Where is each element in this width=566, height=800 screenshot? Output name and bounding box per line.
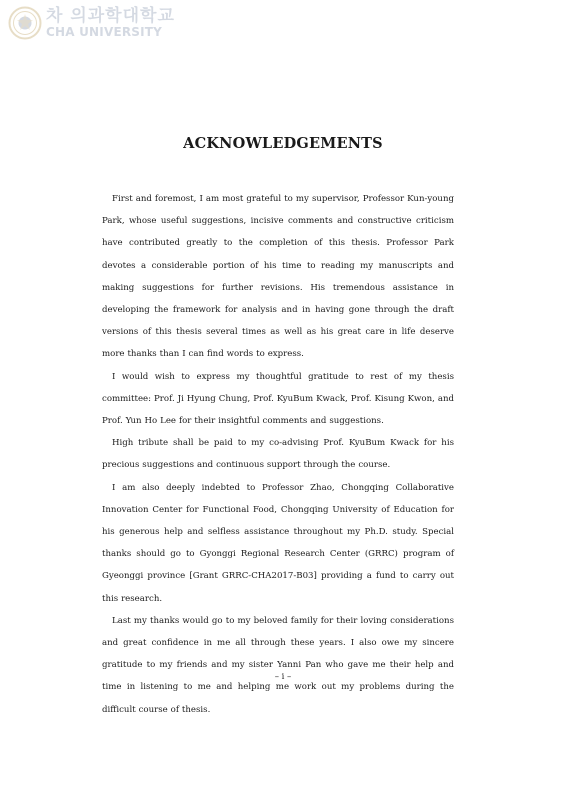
paragraph: First and foremost, I am most grateful to my supervisor, Professor Kun-young Park, whose useful suggestions, incisive comments and constructive criticism have contributed greatly to the completion of this thesis. Professor Park devotes a considerable portion of his time to reading my manuscripts and making suggestions for further revisions. His tremendous assistance in developing the framework for analysis and in having gone through the draft versions of this thesis several times as well as his great care in life deserve more thanks than I can find words to express. xyxy=(102,194,454,360)
watermark-english-name: CHA UNIVERSITY xyxy=(46,25,163,39)
watermark-korean-name: 차 의과학대학교 xyxy=(46,6,175,26)
university-seal-icon xyxy=(8,6,42,40)
university-watermark xyxy=(8,6,175,40)
paragraph: High tribute shall be paid to my co-advising Prof. KyuBum Kwack for his precious suggestions and continuous support through the course. xyxy=(102,438,454,471)
paragraph: I am also deeply indebted to Professor Zhao, Chongqing Collaborative Innovation Center for Functional Food, Chongqing University of Education for his generous help and selfless assistance throughout my Ph.D. study. Special thanks should go to Gyonggi Regional Research Center (GRRC) program of Gyeonggi province [Grant GRRC-CHA2017-B03] providing a fund to carry out this research. xyxy=(102,482,454,604)
paragraph: I would wish to express my thoughtful gratitude to rest of my thesis committee: Prof. Ji Hyung Chung, Prof. KyuBum Kwack, Prof. Kisung Kwon, and Prof. Yun Ho Lee for their insightful comments and suggestions. xyxy=(102,371,454,427)
page-title: ACKNOWLEDGEMENTS xyxy=(183,135,383,152)
acknowledgements-body xyxy=(102,188,454,721)
paragraph: Last my thanks would go to my beloved family for their loving considerations and great confidence in me all through these years. I also owe my sincere gratitude to my friends and my sister Yanni Pan who gave me their help and time in listening to me and helping me work out my problems during the difficult course of thesis. xyxy=(102,615,454,715)
page-number: – i – xyxy=(274,672,292,682)
